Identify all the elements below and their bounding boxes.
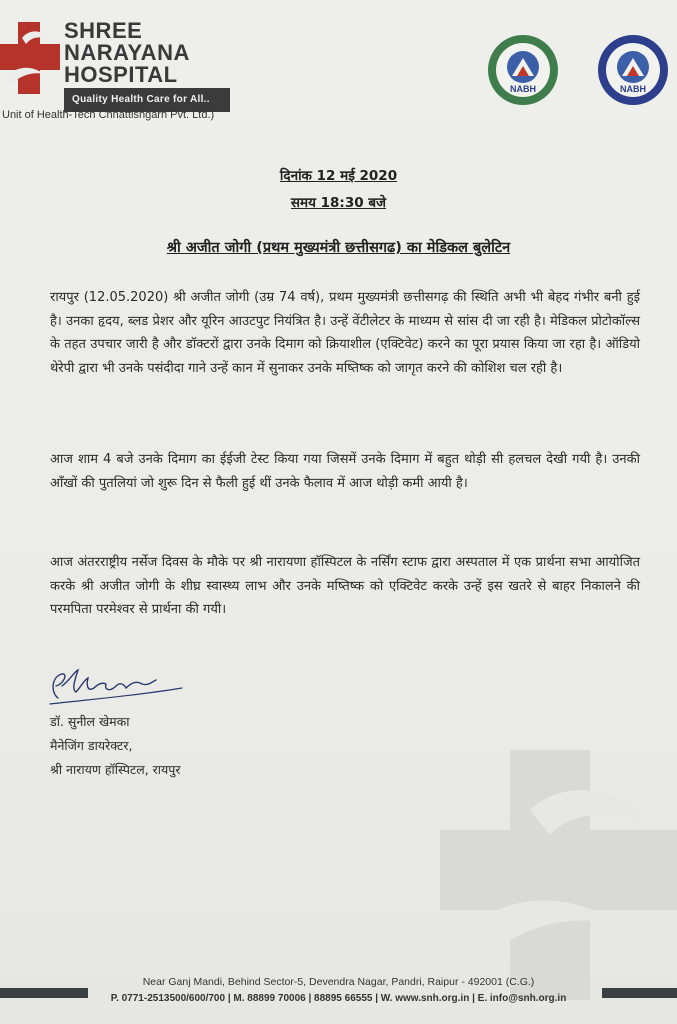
hospital-tagline: Quality Health Care for All..	[64, 88, 230, 112]
badge-label: NABH	[510, 84, 536, 94]
footer-contact: P. 0771-2513500/600/700 | M. 88899 70006 | 88895 66555 | W. www.snh.org.in | E. info@snh.org.in	[110, 993, 567, 1004]
handwritten-signature-icon	[44, 662, 194, 710]
company-unit-text: Unit of Health-Tech Chhattishgarh Pvt. Ltd.)	[2, 109, 215, 121]
watermark-cross-icon	[440, 740, 677, 1000]
signatory-designation: मैनेजिंग डायरेक्टर,	[50, 738, 133, 753]
hospital-cross-logo-icon	[0, 18, 60, 98]
signatory-name: डॉ. सुनील खेमका	[50, 714, 130, 729]
nabh-badge-icon	[596, 30, 670, 110]
brand-line-1: SHREE	[64, 18, 143, 43]
body-paragraph: आज अंतरराष्ट्रीय नर्सेज दिवस के मौके पर श्री नारायणा हॉस्पिटल के नर्सिंग स्टाफ द्वारा अस्पताल में एक प्रार्थना सभा आयोजित करके श्री अजीत जोगी के शीघ्र स्वास्थ्य लाभ और उनके मष्तिष्क को एक्टिवेट करके उन्हें इस खतरे से बाहर निकालने की परमपिता परमेश्वर से प्रार्थना की गयी।	[50, 555, 640, 617]
bulletin-subject: श्री अजीत जोगी (प्रथम मुख्यमंत्री छत्तीसगढ) का मेडिकल बुलेटिन	[166, 240, 511, 256]
body-paragraph: रायपुर (12.05.2020) श्री अजीत जोगी (उम्र 74 वर्ष), प्रथम मुख्यमंत्री छत्तीसगढ़ की स्थिति अभी भी बेहद गंभीर बनी हुई है। उनका हृदय, ब्लड प्रेशर और यूरिन आउटपुट नियंत्रित है। उन्हें वेंटीलेटर के माध्यम से सांस दी जा रही है। मेडिकल प्रोटोकॉल्स के तहत उपचार जारी है और डॉक्टरों द्वारा उनके दिमाग को क्रियाशील (एक्टिवेट) करने का पूरा प्रयास किया जा रहा है। ऑडियो थेरेपी द्वारा भी उनके पसंदीदा गाने उन्हें कान में सुनाकर उनके मष्तिष्क को जागृत करने की कोशिश चल रही है।	[50, 290, 640, 376]
body-paragraph: आज शाम 4 बजे उनके दिमाग का ईईजी टेस्ट किया गया जिसमें उनके दिमाग में बहुत थोड़ी सी हलचल देखी गयी है। उनकी आँखों की पुतलियां जो शुरू दिन से फैली हुई थीं उनके फैलाव में आज थोड़ी कमी आयी है।	[50, 452, 640, 491]
signatory-organization: श्री नारायण हॉस्पिटल, रायपुर	[50, 762, 181, 777]
bulletin-date: दिनांक 12 मई 2020	[279, 168, 398, 184]
bulletin-time: समय 18:30 बजे	[290, 195, 387, 211]
hospital-name	[64, 20, 230, 112]
brand-line-3: HOSPITAL	[64, 62, 178, 87]
signatory-block	[50, 710, 180, 782]
footer-address: Near Ganj Mandi, Behind Sector-5, Devendra Nagar, Pandri, Raipur - 492001 (C.G.)	[142, 976, 535, 988]
badge-label: NABH	[620, 84, 646, 94]
nabh-badge-icon	[486, 30, 560, 110]
brand-line-2: NARAYANA	[64, 40, 190, 65]
